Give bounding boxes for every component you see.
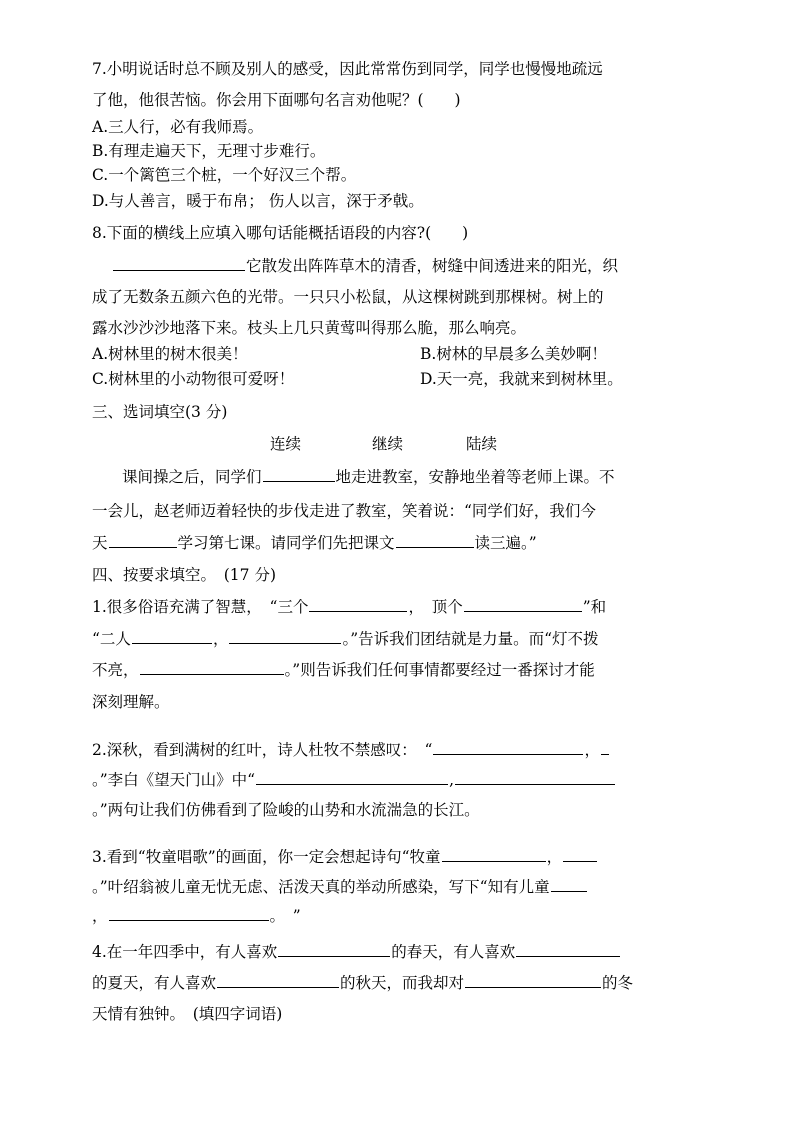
q8-option-d: D.天一亮，我就来到树林里。 — [420, 370, 623, 388]
s3-blank-3[interactable] — [396, 532, 474, 548]
s4-q1-line-3: 不亮， 。”则告诉我们任何事情都要经过一番探讨才能 — [92, 661, 595, 679]
s4-q4-line-1: 4.在一年四季中，有人喜欢 的春天，有人喜欢 — [92, 941, 621, 963]
s4-q1-line-1: 1.很多俗语充满了智慧， “三个 ， 顶个 ”和 — [92, 598, 607, 616]
q7-option-a: A.三人行，必有我师焉。 — [92, 118, 264, 136]
s4-q3-blank-4[interactable] — [109, 905, 269, 921]
s4-q4-line-3: 天情有独钟。 (填四字词语) — [92, 1005, 283, 1023]
s4-q3-line-2: 。”叶绍翁被儿童无忧无虑、活泼天真的举动所感染，写下“知有儿童 — [92, 876, 588, 898]
s4-q1-blank-5[interactable] — [140, 659, 284, 675]
s4-q1-line-2: “二人 ， 。”告诉我们团结就是力量。而“灯不拨 — [92, 630, 599, 648]
s3-paragraph-line-1: 课间操之后，同学们 地走进教室，安静地坐着等老师上课。不 — [122, 468, 615, 486]
s4-q2-blank-2[interactable] — [601, 739, 609, 755]
q8-options-row-2 — [92, 368, 623, 390]
q7-option-b: B.有理走遍天下，无理寸步难行。 — [92, 142, 326, 160]
s4-q2-blank-3[interactable] — [256, 769, 448, 785]
s4-q1-blank-4[interactable] — [229, 628, 341, 644]
s4-q4-blank-2[interactable] — [516, 941, 620, 957]
s4-q3-blank-1[interactable] — [442, 846, 546, 862]
s3-blank-1[interactable] — [263, 466, 335, 482]
section-3-heading: 三、选词填空(3 分) — [92, 403, 228, 421]
s4-q4-blank-1[interactable] — [278, 941, 390, 957]
word-choice-3: 陆续 — [466, 435, 498, 453]
q8-paragraph-line-1: 它散发出阵阵草木的清香，树缝中间透进来的阳光，织 — [112, 255, 618, 277]
s4-q3-blank-2[interactable] — [563, 846, 597, 862]
q7-option-c: C.一个篱笆三个桩，一个好汉三个帮。 — [92, 166, 357, 184]
s4-q1-blank-2[interactable] — [464, 596, 582, 612]
s4-q3-line-1: 3.看到“牧童唱歌”的画面，你一定会想起诗句“牧童 ， — [92, 846, 598, 868]
section-4-heading: 四、按要求填空。 (17 分) — [92, 566, 276, 584]
s4-q3-blank-3[interactable] — [551, 876, 587, 892]
s4-q2-blank-1[interactable] — [433, 739, 583, 755]
s4-q1-blank-1[interactable] — [309, 596, 407, 612]
s3-paragraph-line-2: 一会儿，赵老师迈着轻快的步伐走进了教室，笑着说：“同学们好，我们今 — [92, 502, 596, 520]
q7-line-2: 了他，他很苦恼。你会用下面哪句名言劝他呢？( ) — [92, 91, 461, 109]
q7-option-d: D.与人善言，暖于布帛； 伤人以言，深于矛戟。 — [92, 192, 424, 210]
s4-q2-line-2: 。”李白《望天门山》中“ , — [92, 769, 616, 791]
s4-q4-blank-4[interactable] — [465, 972, 601, 988]
q8-paragraph-line-2: 成了无数条五颜六色的光带。一只只小松鼠，从这棵树跳到那棵树。树上的 — [92, 288, 604, 306]
q8-option-a: A.树林里的树木很美！ — [92, 345, 248, 363]
s4-q3-line-3: ， 。 ” — [92, 907, 301, 925]
s3-paragraph-line-3: 天 学习第七课。请同学们先把课文 读三遍。” — [92, 534, 537, 552]
q8-line-1: 8.下面的横线上应填入哪句话能概括语段的内容?( ) — [92, 224, 469, 242]
s4-q2-line-1: 2.深秋，看到满树的红叶，诗人杜牧不禁感叹： “ ， — [92, 739, 610, 761]
q8-paragraph-line-3: 露水沙沙沙地落下来。枝头上几只黄莺叫得那么脆，那么响亮。 — [92, 319, 527, 337]
q8-options-row-1 — [92, 343, 607, 365]
s4-q1-blank-3[interactable] — [132, 628, 212, 644]
word-choice-1: 连续 — [270, 435, 302, 453]
q7-line-1: 7.小明说话时总不顾及别人的感受，因此常常伤到同学，同学也慢慢地疏远 — [92, 60, 603, 78]
s4-q2-blank-4[interactable] — [455, 769, 615, 785]
s4-q2-line-3: 。”两句让我们仿佛看到了险峻的山势和水流湍急的长江。 — [92, 801, 480, 819]
q8-option-c: C.树林里的小动物很可爱呀！ — [92, 370, 295, 388]
q8-option-b: B.树林的早晨多么美妙啊！ — [420, 345, 607, 363]
word-choice-2: 继续 — [372, 435, 404, 453]
s4-q1-line-4: 深刻理解。 — [92, 693, 170, 711]
s4-q4-line-2: 的夏天，有人喜欢 的秋天，而我却对 的冬 — [92, 974, 634, 992]
s4-q4-blank-3[interactable] — [217, 972, 339, 988]
s3-blank-2[interactable] — [109, 532, 177, 548]
q8-answer-blank[interactable] — [113, 255, 245, 271]
